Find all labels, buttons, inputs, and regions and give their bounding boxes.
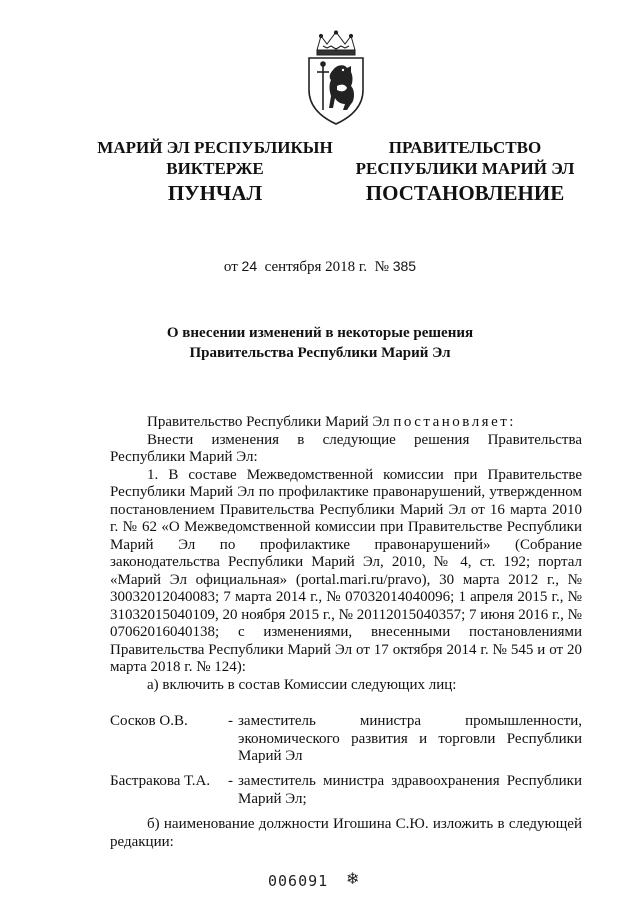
preamble-text: Правительство Республики Марий Эл xyxy=(147,414,390,430)
serial-number: 006091 xyxy=(268,872,329,890)
person-position: заместитель министра здравоохранения Республики Марий Эл; xyxy=(238,773,582,807)
decree-date-line xyxy=(0,258,640,276)
header-right-line2: РЕСПУБЛИКИ МАРИЙ ЭЛ xyxy=(355,159,575,178)
decree-month-year: сентября 2018 г. xyxy=(264,259,368,275)
coat-of-arms-icon xyxy=(301,30,371,126)
header-left-line1: МАРИЙ ЭЛ РЕСПУБЛИКЫН xyxy=(97,138,333,157)
header-right-doc-type: ПОСТАНОВЛЕНИЕ xyxy=(365,181,565,205)
number-prefix: № xyxy=(374,259,389,275)
header-right-line1: ПРАВИТЕЛЬСТВО xyxy=(388,138,542,157)
bear-icon xyxy=(329,65,354,110)
date-prefix: от xyxy=(223,259,238,275)
preamble-paragraph xyxy=(110,414,582,432)
decree-title-line2: Правительства Республики Марий Эл xyxy=(189,345,451,361)
person-dash: - xyxy=(228,713,233,729)
header-left-title xyxy=(90,137,340,179)
person-name: Бастракова Т.А. xyxy=(110,773,211,789)
decree-title-line1: О внесении изменений в некоторые решения xyxy=(166,325,474,341)
crown-icon xyxy=(317,31,355,55)
subclause-b-paragraph: б) наименование должности Игошина С.Ю. изложить в следующей редакции: xyxy=(110,816,582,850)
person-position: заместитель министра промышленности, экономического развития и торговли Республики Марий Эл xyxy=(238,713,582,764)
decree-body xyxy=(110,414,582,694)
header-right-title xyxy=(345,137,585,179)
clause-1-paragraph: 1. В составе Межведомственной комиссии при Правительстве Республики Марий Эл по профилактике правонарушений, утвержденном постановлением Правительства Республики Марий Эл от 16 марта 2010 г. № 62 «О Межведомственной комиссии при Правительстве Республики Марий Эл по профилактике правонарушений» (Собрание законодательства Республики Марий Эл, 2010, № 4, ст. 192; портал «Марий Эл официальная» (portal.mari.ru/pravo), 30 марта 2012 г., № 30032012040083; 7 марта 2014 г., № 07032014040096; 1 апреля 2015 г., № 31032015040109, 20 ноября 2015 г., № 20112015040357; 7 июня 2016 г., № 07062016040138; с изменениями, внесенными постановлениями Правительства Республики Марий Эл от 17 октября 2014 г. № 545 и от 20 марта 2018 г. № 124): xyxy=(110,466,582,675)
person-entry xyxy=(110,713,582,767)
snowflake-icon: ❄ xyxy=(346,871,360,888)
intro-paragraph: Внести изменения в следующие решения Правительства Республики Марий Эл: xyxy=(110,431,582,465)
decree-number: 385 xyxy=(392,258,417,274)
decree-day: 24 xyxy=(241,258,258,274)
subclause-b xyxy=(110,816,582,851)
person-entry xyxy=(110,773,582,809)
person-dash: - xyxy=(228,773,233,789)
subclause-a-paragraph: а) включить в состав Комиссии следующих лиц: xyxy=(147,676,457,693)
header-left-doc-type: ПУНЧАЛ xyxy=(167,181,263,205)
preamble-resolves: постановляет: xyxy=(393,414,516,430)
header-left-line2: ВИКТЕРЖЕ xyxy=(166,159,264,178)
decree-title xyxy=(120,323,520,363)
person-name: Сосков О.В. xyxy=(110,713,188,729)
